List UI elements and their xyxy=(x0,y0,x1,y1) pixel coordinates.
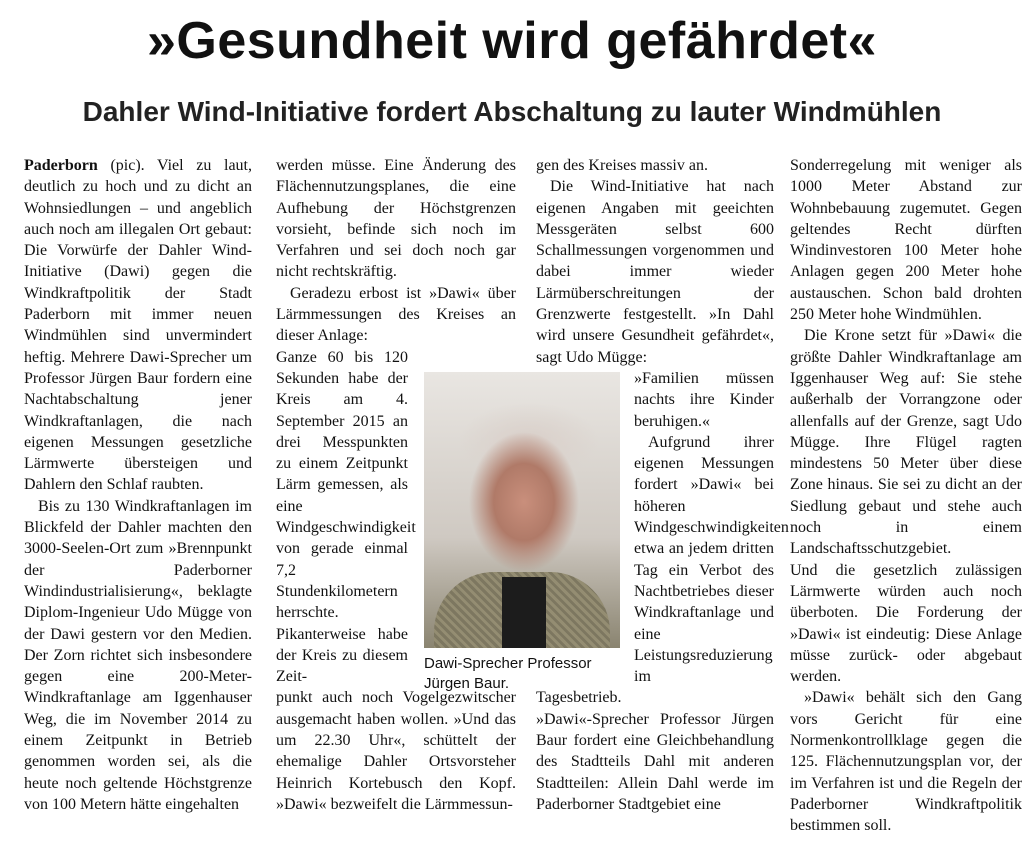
portrait-photo xyxy=(424,372,620,648)
paragraph: Bis zu 130 Windkraftanlagen im Blickfeld der Dahler machten den 3000-Seelen-Ort zum »Brennpunkt der Paderborner Windindustrialisierung«, beklagte Diplom-Ingenieur Udo Mügge von der Dawi gestern vor den Medien. Der Zorn richtet sich insbesondere gegen eine 200-Meter-Windkraftanlage am Iggenhauser Weg, die im November 2014 zu einem Zeitpunkt in Betrieb genommen worden sei, als die heute noch geltende Höchstgrenze von 100 Metern hätte eingehalten xyxy=(24,497,252,813)
article-column-4 xyxy=(790,155,1022,837)
photo-caption: Dawi-Sprecher Professor Jürgen Baur. xyxy=(424,655,592,692)
paragraph: werden müsse. Eine Änderung des Flächennutzungsplanes, die eine Aufhebung der Höchstgrenzen vorsieht, befinde sich noch im Verfahren und sei doch noch gar nicht rechtskräftig. xyxy=(276,157,516,281)
paragraph-continued: punkt auch noch Vogelgezwitscher ausgemacht haben wollen. »Und das um 22.30 Uhr«, schüttelt der ehemalige Dahler Ortsvorsteher Heinrich Kortebusch den Kopf. »Dawi« bezweifelt die Lärmmessun- xyxy=(276,689,516,813)
paragraph-wrap-photo: Ganze 60 bis 120 Sekunden habe der Kreis am 4. September 2015 an drei Messpunkten zu einem Zeitpunkt Lärm gemessen, als eine Windgeschwindigkeit von gerade einmal 7,2 Stundenkilometern herrschte. Pikanterweise habe der Kreis zu diesem Zeit- xyxy=(276,348,416,686)
paragraph-continued: Tagesbetrieb. xyxy=(536,689,622,707)
paragraph: Die Krone setzt für »Dawi« die größte Dahler Windkraftanlage am Iggenhauser Weg auf: Sie stehe außerhalb der Vorrangzone oder allenfalls auf der Grenze, sagt Udo Mügge. Ihre Flügel ragten mindestens 50 Meter über diese Zone hinaus. Sie sei zu dicht an der Siedlung gebaut und stehe auch noch in einem Landschaftsschutzgebiet. xyxy=(790,327,1022,558)
paragraph: Die Wind-Initiative hat nach eigenen Angaben mit geeichten Messgeräten selbst 600 Schallmessungen vorgenommen und dabei immer wieder Lärmüberschreitungen der Grenzwerte festgestellt. »In Dahl wird unsere Gesundheit gefährdet«, sagt Udo Mügge: xyxy=(536,178,774,366)
photo-shirt xyxy=(502,577,546,648)
paragraph: »Dawi«-Sprecher Professor Jürgen Baur fordert eine Gleichbehandlung des Stadtteils Dahl mit anderen Stadtteilen: Allein Dahl werde im Paderborner Stadtgebiet eine xyxy=(536,710,774,813)
paragraph xyxy=(24,155,252,496)
paragraph: Geradezu erbost ist »Dawi« über Lärmmessungen des Kreises an dieser Anlage: xyxy=(276,284,516,345)
dateline-location: Paderborn xyxy=(24,157,98,174)
paragraph-wrap-photo: »Familien müssen nachts ihre Kinder beruhigen.« xyxy=(634,369,774,430)
paragraph-text: (pic). Viel zu laut, deutlich zu hoch und zu dicht an Wohnsiedlungen – und angeblich auch noch am illegalen Ort gebaut: Die Vorwürfe der Dahler Wind-Initiative (Dawi) gegen die Windkraftpolitik der Stadt Paderborn mit immer neuen Windmühlen sind unvermindert heftig. Mehrere Dawi-Sprecher um Professor Jürgen Baur fordern eine Nachtabschaltung jener Windkraftanlagen, die nach eigenen Messungen gesetzliche Lärmwerte übersteigen und Dahlern den Schlaf raubten. xyxy=(24,157,252,494)
headline: »Gesundheit wird gefährdet« xyxy=(146,12,878,70)
article-column-1 xyxy=(24,155,252,815)
paragraph-continued: Sonderregelung mit weniger als 1000 Meter Abstand zur Wohnbebauung zugemutet. Gegen geltendes Recht dürften Windinvestoren 100 Meter hohe Anlagen gegen 200 Meter hohe austauschen. Schon bald drohten 250 Meter hohe Windmühlen. xyxy=(790,157,1022,324)
paragraph: gen des Kreises massiv an. xyxy=(536,157,708,174)
paragraph-wrap-photo: Aufgrund ihrer eigenen Messungen fordert »Dawi« bei höheren Windgeschwindigkeiten etwa an jedem dritten Tag ein Verbot des Nachtbetriebes dieser Windkraftanlage und eine Leistungsreduzierung im xyxy=(634,433,789,686)
subheadline: Dahler Wind-Initiative fordert Abschaltung zu lauter Windmühlen xyxy=(82,96,942,127)
paragraph: »Dawi« behält sich den Gang vors Gericht für eine Normenkontrollklage gegen die 125. Flächennutzungsplan vor, der im Verfahren ist und die Regeln der Paderborner Windkraftpolitik bestimmen soll. xyxy=(790,689,1022,835)
paragraph: Und die gesetzlich zulässigen Lärmwerte würden auch noch überboten. Die Forderung der »Dawi« ist eindeutig: Diese Anlage müsse zurück- oder abgebaut werden. xyxy=(790,561,1022,686)
